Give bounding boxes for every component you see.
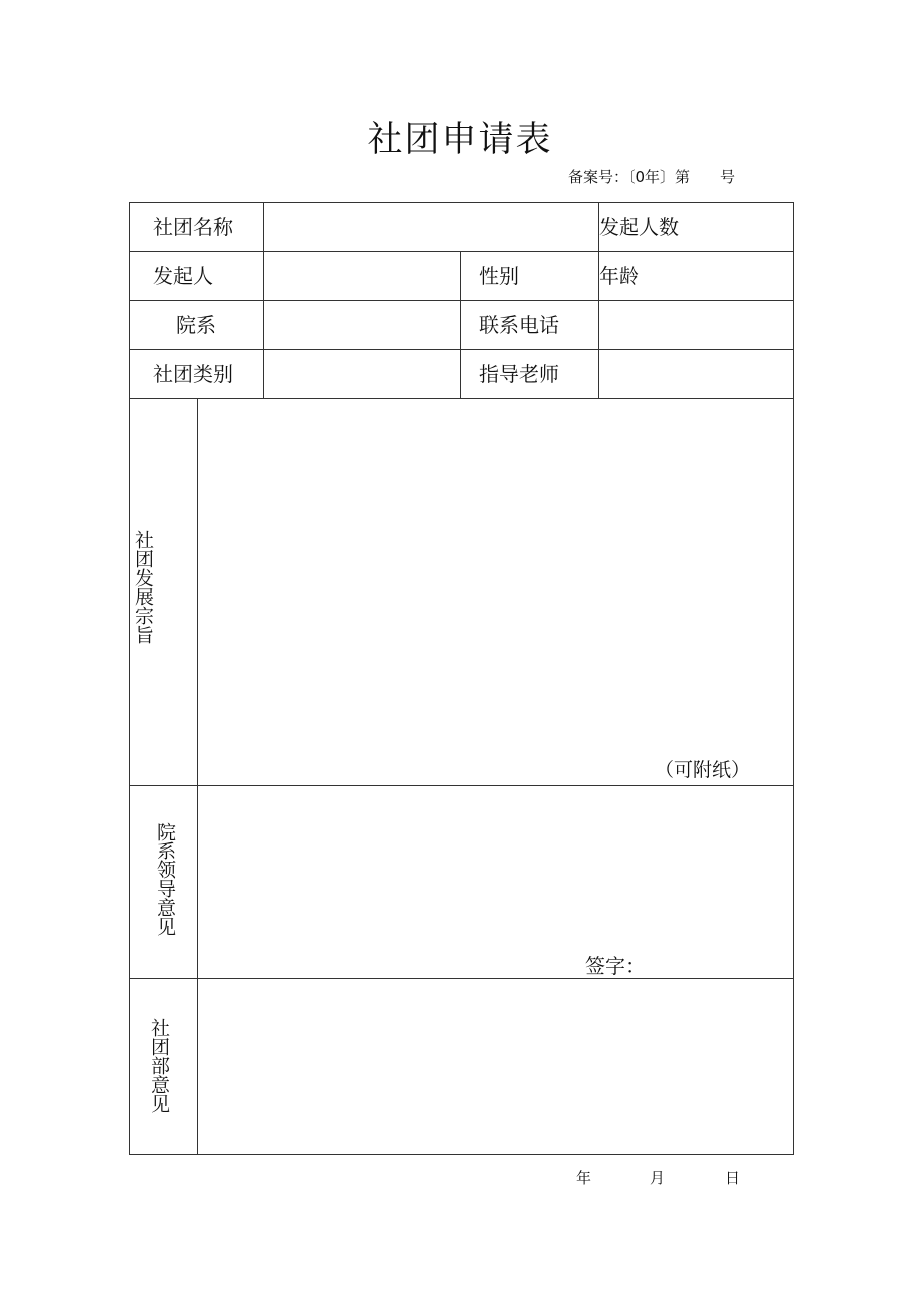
advisor-label: 指导老师 [479, 362, 559, 386]
purpose-label: 社团发展宗旨 [132, 530, 154, 644]
attachment-note: （可附纸） [655, 759, 751, 781]
age-label: 年龄 [599, 264, 639, 288]
date-year: 年 [576, 1169, 592, 1187]
gender-label: 性别 [479, 264, 519, 288]
record-number [568, 166, 735, 188]
club-name-label: 社团名称 [153, 215, 233, 239]
record-number-prefix: 备案号：〔0年〕第 [568, 168, 691, 186]
department-label: 院系 [176, 313, 216, 337]
date-day: 日 [725, 1169, 741, 1187]
club-dept-opinion-label: 社团部意见 [148, 1018, 170, 1113]
record-number-suffix: 号 [720, 168, 736, 186]
dept-opinion-label: 院系领导意见 [154, 822, 176, 936]
signature-label: 签字： [585, 954, 645, 978]
date-month: 月 [650, 1169, 666, 1187]
club-type-label: 社团类别 [153, 362, 233, 386]
page-title: 社团申请表 [367, 120, 553, 160]
founder-count-label: 发起人数 [599, 215, 679, 239]
phone-label: 联系电话 [479, 313, 559, 337]
founder-label: 发起人 [153, 264, 213, 288]
